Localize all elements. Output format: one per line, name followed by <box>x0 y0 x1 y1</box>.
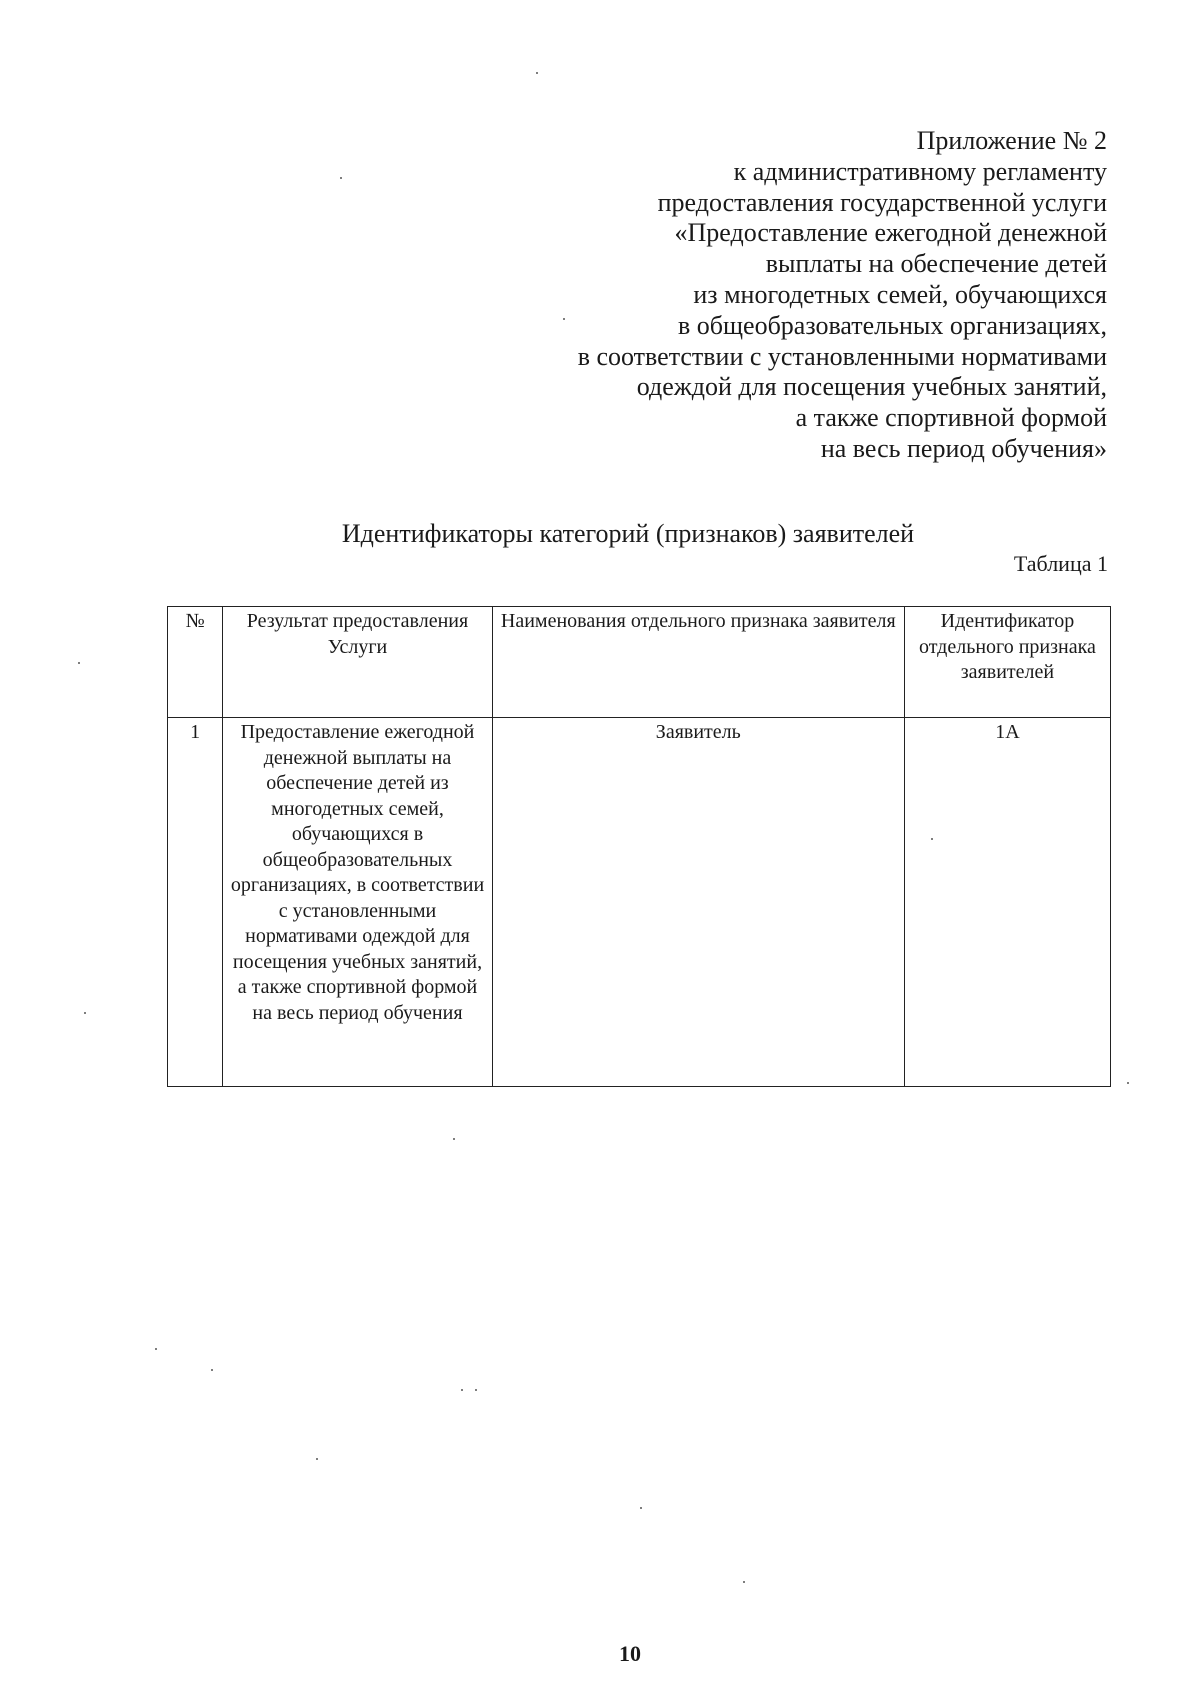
page-number: 10 <box>619 1641 641 1666</box>
table-row <box>168 718 1111 1087</box>
scan-speck <box>316 1458 318 1460</box>
scan-speck <box>155 1348 157 1350</box>
document-title-wrap <box>0 518 1200 550</box>
header-identifier: Идентификатор отдельного признака заявителей <box>904 607 1110 718</box>
header-result: Результат предоставления Услуги <box>223 607 492 718</box>
appendix-header <box>407 126 1107 465</box>
appendix-line: «Предоставление ежегодной денежной <box>674 218 1107 248</box>
scan-speck <box>78 662 80 664</box>
cell-identifier: 1А <box>904 718 1110 1087</box>
table-label: Таблица 1 <box>1013 551 1108 576</box>
scan-speck <box>743 1581 745 1583</box>
appendix-line: в общеобразовательных организациях, <box>678 310 1107 340</box>
cell-result: Предоставление ежегодной денежной выплаты на обеспечение детей из многодетных семей, обучающихся в общеобразовательных организациях, в соответствии с установленными нормативами одеждой для посещения учебных занятий, а также спортивной формой на весь период обучения <box>223 718 492 1087</box>
scan-speck <box>84 1012 86 1014</box>
appendix-line: выплаты на обеспечение детей <box>765 249 1107 279</box>
appendix-line: одеждой для посещения учебных занятий, <box>636 372 1107 402</box>
header-feature-name: Наименования отдельного признака заявителя <box>492 607 904 718</box>
appendix-line: а также спортивной формой <box>795 403 1107 433</box>
document-title: Идентификаторы категорий (признаков) заявителей <box>341 519 915 548</box>
identifiers-table <box>167 606 1111 1087</box>
appendix-line: из многодетных семей, обучающихся <box>693 279 1107 309</box>
table-header-row <box>168 607 1111 718</box>
scan-speck <box>475 1389 477 1391</box>
appendix-line: на весь период обучения» <box>820 433 1107 463</box>
appendix-line: к административному регламенту <box>733 156 1107 186</box>
scan-speck <box>536 72 538 74</box>
scan-speck <box>931 838 933 840</box>
scan-speck <box>1127 1082 1129 1084</box>
cell-feature-name: Заявитель <box>492 718 904 1087</box>
scan-speck <box>340 177 342 179</box>
scan-speck <box>453 1138 455 1140</box>
scan-speck <box>563 318 565 320</box>
scan-speck <box>461 1389 463 1391</box>
header-number: № <box>168 607 223 718</box>
appendix-line: Приложение № 2 <box>916 126 1107 155</box>
cell-number: 1 <box>168 718 223 1087</box>
appendix-line: предоставления государственной услуги <box>657 187 1107 217</box>
appendix-line: в соответствии с установленными нормативами <box>577 341 1107 371</box>
scan-speck <box>211 1369 213 1371</box>
scan-speck <box>640 1507 642 1509</box>
